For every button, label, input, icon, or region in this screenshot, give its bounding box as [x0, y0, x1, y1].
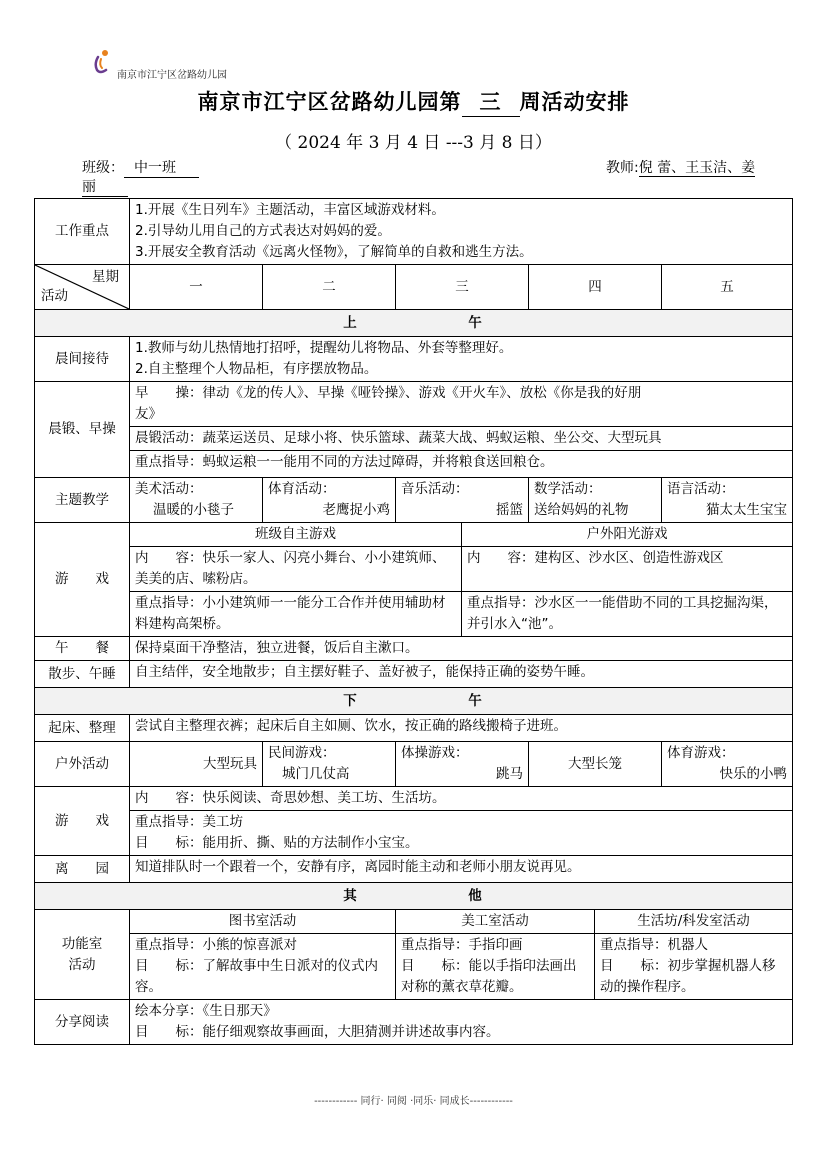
exercise-label: 晨锻、早操 — [35, 382, 130, 478]
wake-row — [35, 715, 793, 742]
games-content-row — [35, 547, 793, 592]
day-monday: 一 — [130, 265, 263, 310]
reading-label: 分享阅读 — [35, 1000, 130, 1045]
reading-content: 绘本分享：《生日那天》 目 标：能仔细观察故事画面，大胆猜测并讲述故事内容。 — [130, 1000, 793, 1045]
wake-label: 起床、整理 — [35, 715, 130, 742]
morning-training: 晨锻活动：蔬菜运送员、足球小将、快乐篮球、蔬菜大战、蚂蚁运粮、坐公交、大型玩具 — [130, 427, 793, 451]
outdoor-label: 户外活动 — [35, 742, 130, 787]
science-room-title: 生活坊/科发室活动 — [595, 910, 793, 934]
afternoon-games-label: 游 戏 — [35, 787, 130, 856]
work-focus-row — [35, 199, 793, 265]
activity-label: 活动 — [41, 288, 68, 304]
day-tuesday: 二 — [263, 265, 396, 310]
library-content: 重点指导：小熊的惊喜派对 目 标：了解故事中生日派对的仪式内容。 — [130, 934, 396, 1000]
class-info: 班级： 中一班 — [82, 157, 199, 178]
reception-content: 1.教师与幼儿热情地打招呼，提醒幼儿将物品、外套等整理好。 2.自主整理个人物品柜，有序摆放物品。 — [130, 337, 793, 382]
page-title: 南京市江宁区岔路幼儿园第 三 周活动安排 — [0, 86, 827, 117]
day-wednesday: 三 — [396, 265, 529, 310]
reception-row — [35, 337, 793, 382]
leave-row — [35, 856, 793, 883]
day-header-row — [35, 265, 793, 310]
lunch-content: 保持桌面干净整洁，独立进餐，饭后自主漱口。 — [130, 637, 793, 661]
theme-cell-math: 数学活动： 送给妈妈的礼物 — [529, 478, 662, 523]
art-room-title: 美工室活动 — [396, 910, 595, 934]
function-room-label: 功能室 活动 — [35, 910, 130, 1000]
afternoon-section-title: 下 午 — [35, 688, 793, 715]
other-section-row — [35, 883, 793, 910]
outdoor-game-focus: 重点指导：沙水区一一能借助不同的工具挖掘沟渠，并引水入“池”。 — [462, 592, 793, 637]
lunch-row — [35, 637, 793, 661]
footer-slogan: ------------ 同行· 同阅 ·同乐· 同成长------------ — [314, 1096, 513, 1107]
day-friday: 五 — [662, 265, 793, 310]
morning-exercise: 早 操：律动《龙的传人》、早操《哑铃操》、游戏《开火车》、放松《你是我的好朋 友》 — [130, 382, 793, 427]
reading-row — [35, 1000, 793, 1045]
work-focus-item: 1.开展《生日列车》主题活动，丰富区域游戏材料。 — [135, 202, 445, 218]
outdoor-cell-3: 体操游戏： 跳马 — [396, 742, 529, 787]
theme-cell-art: 美术活动： 温暖的小毯子 — [130, 478, 263, 523]
outdoor-game-title: 户外阳光游戏 — [462, 523, 793, 547]
games-title-row — [35, 523, 793, 547]
outdoor-game-content: 内 容：建构区、沙水区、创造性游戏区 — [462, 547, 793, 592]
exercise-row — [35, 427, 793, 451]
outdoor-cell-5: 体育游戏： 快乐的小鸭 — [662, 742, 793, 787]
school-logo-icon — [90, 48, 116, 74]
class-game-focus: 重点指导：小小建筑师一一能分工合作并使用辅助材料建构高架桥。 — [130, 592, 462, 637]
nap-label: 散步、午睡 — [35, 661, 130, 688]
afternoon-section-row — [35, 688, 793, 715]
teacher-info-continued: 丽 — [82, 176, 128, 197]
morning-section-row — [35, 310, 793, 337]
other-section-title: 其 他 — [35, 883, 793, 910]
day-thursday: 四 — [529, 265, 662, 310]
reception-label: 晨间接待 — [35, 337, 130, 382]
science-room-content: 重点指导：机器人 目 标：初步掌握机器人移动的操作程序。 — [595, 934, 793, 1000]
afternoon-games-row — [35, 787, 793, 811]
art-room-content: 重点指导：手指印画 目 标：能以手指印法画出对称的薰衣草花瓣。 — [396, 934, 595, 1000]
games-focus-row — [35, 592, 793, 637]
exercise-row — [35, 451, 793, 478]
work-focus-item: 2.引导幼儿用自己的方式表达对妈妈的爱。 — [135, 223, 391, 239]
function-room-content-row — [35, 934, 793, 1000]
function-room-title-row — [35, 910, 793, 934]
outdoor-row — [35, 742, 793, 787]
nap-content: 自主结伴，安全地散步；自主摆好鞋子、盖好被子，能保持正确的姿势午睡。 — [130, 661, 793, 688]
class-game-title: 班级自主游戏 — [130, 523, 462, 547]
wake-content: 尝试自主整理衣裤；起床后自主如厕、饮水，按正确的路线搬椅子进班。 — [130, 715, 793, 742]
work-focus-label: 工作重点 — [35, 199, 130, 265]
date-range: （ 2024 年 3 月 4 日 ---3 月 8 日） — [275, 133, 552, 153]
weekday-label: 星期 — [92, 269, 119, 285]
theme-teaching-label: 主题教学 — [35, 478, 130, 523]
afternoon-games-focus: 重点指导：美工坊 目 标：能用折、撕、贴的方法制作小宝宝。 — [130, 811, 793, 856]
work-focus-content — [130, 199, 793, 265]
theme-cell-language: 语言活动： 猫太太生宝宝 — [662, 478, 793, 523]
exercise-focus: 重点指导：蚂蚁运粮一一能用不同的方法过障碍，并将粮食送回粮仓。 — [130, 451, 793, 478]
outdoor-cell-1: 大型玩具 — [130, 742, 263, 787]
teacher-info: 教师:倪 蕾、王玉洁、姜 — [606, 160, 756, 176]
lunch-label: 午 餐 — [35, 637, 130, 661]
outdoor-cell-4: 大型长笼 — [529, 742, 662, 787]
diagonal-header-cell — [35, 265, 130, 310]
theme-cell-music: 音乐活动： 摇篮 — [396, 478, 529, 523]
theme-cell-pe: 体育活动： 老鹰捉小鸡 — [263, 478, 396, 523]
exercise-row — [35, 382, 793, 427]
week-number: 三 — [462, 86, 520, 117]
schedule-table — [34, 198, 793, 1045]
morning-section-title: 上 午 — [35, 310, 793, 337]
leave-label: 离 园 — [35, 856, 130, 883]
afternoon-games-content: 内 容：快乐阅读、奇思妙想、美工坊、生活坊。 — [130, 787, 793, 811]
library-title: 图书室活动 — [130, 910, 396, 934]
work-focus-item: 3.开展安全教育活动《远离火怪物》，了解简单的自救和逃生方法。 — [135, 244, 533, 260]
class-game-content: 内 容：快乐一家人、闪亮小舞台、小小建筑师、美美的店、嗦粉店。 — [130, 547, 462, 592]
theme-teaching-row — [35, 478, 793, 523]
afternoon-games-row — [35, 811, 793, 856]
outdoor-cell-2: 民间游戏： 城门几仗高 — [263, 742, 396, 787]
school-name-small: 南京市江宁区岔路幼儿园 — [117, 70, 227, 81]
morning-games-label: 游 戏 — [35, 523, 130, 637]
nap-row — [35, 661, 793, 688]
leave-content: 知道排队时一个跟着一个，安静有序，离园时能主动和老师小朋友说再见。 — [130, 856, 793, 883]
